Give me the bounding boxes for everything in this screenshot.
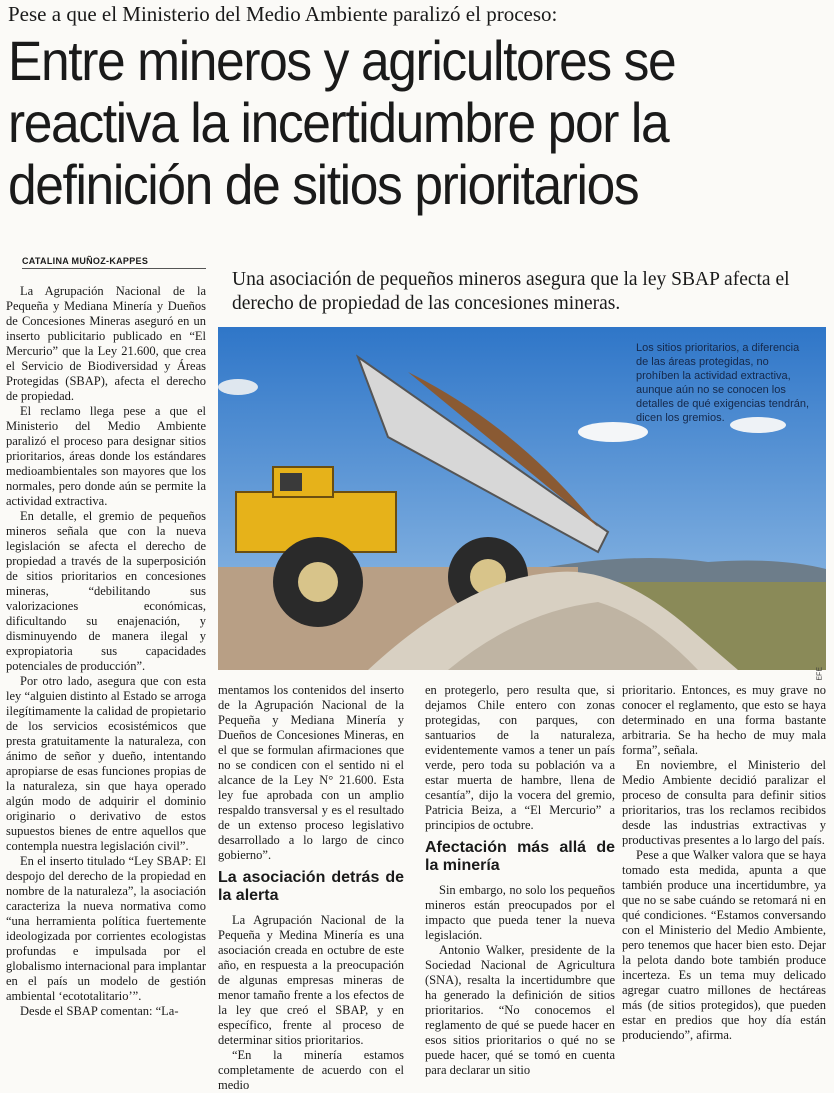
paragraph: Desde el SBAP comentan: “La-: [20, 1004, 179, 1018]
paragraph: “En la minería estamos completamente de acuerdo con el medio: [218, 1048, 404, 1092]
paragraph: La Agrupación Nacional de la Pequeña y Medina Minería es una asociación creada en octubre de este año, en respuesta a la preocupación de algunas empresas mineras de menor tamaño frente a los efectos de la ley que creó el SBAP, y en específico, frente al proceso de determinar sitios prioritarios.: [218, 913, 404, 1047]
paragraph: En el inserto titulado “Ley SBAP: El despojo del derecho de la propiedad en nombre de la naturaleza”, la asociación caracteriza la nueva normativa como “una herramienta política fuertemente ideologizada por corrientes ecologistas profundas e impulsada por el globalismo internacional para implantar en el país un modelo de gestión ambiental ‘ecototalitario’”.: [6, 854, 206, 1003]
deck: Una asociación de pequeños mineros asegura que la ley SBAP afecta el derecho de propiedad de las concesiones mineras.: [232, 269, 790, 314]
subhead: La asociación detrás de la alerta: [218, 869, 404, 904]
paragraph: Por otro lado, asegura que con esta ley “alguien distinto al Estado se arroga ilegítimamente la calidad de propietario de los servicios ecosistémicos que presta gratuitamente la naturaleza, con ánimo de señor y dueño, intentando apropiarse de esas funciones propias de la naturaleza, sin que haya operado algún modo de adquirir el dominio originario o derivativo de estos supuestos bienes de entre aquellos que contempla nuestra legislación civil”.: [6, 674, 206, 853]
byline: CATALINA MUÑOZ-KAPPES: [22, 256, 206, 269]
paragraph: La Agrupación Nacional de la Pequeña y Mediana Minería y Dueños de Concesiones Mineras aseguró en un inserto publicitario publicado en “El Mercurio” que la Ley 21.600, que crea el Servicio de Biodiversidad y Áreas Protegidas (SBAP), afecta el derecho de propiedad.: [6, 284, 206, 403]
photo-caption: Los sitios prioritarios, a diferencia de las áreas protegidas, no prohíben la actividad extractiva, aunque aún no se conocen los detalles de qué exigencias tendrán, dicen los gremios.: [636, 342, 810, 424]
paragraph: mentamos los contenidos del inserto de la Agrupación Nacional de la Pequeña y Mediana Minería y Dueños de Concesiones Mineras, en el que se formulan afirmaciones que no se condicen con el sentido ni el alcance de la Ley N° 21.600. Esta ley fue aprobada con un amplio respaldo transversal y es el resultado de un extenso proceso legislativo desarrollado a lo largo de cinco gobierno”.: [218, 683, 404, 862]
paragraph: Sin embargo, no solo los pequeños mineros están preocupados por el impacto que pueda tener la nueva legislación.: [425, 883, 615, 942]
paragraph: El reclamo llega pese a que el Ministerio del Medio Ambiente paralizó el proceso para designar sitios prioritarios, áreas donde los estándares medioambientales son mayores que los normales, pero donde aún se permite la actividad extractiva.: [6, 404, 206, 508]
paragraph: en protegerlo, pero resulta que, si dejamos Chile entero con zonas protegidas, con parques, con santuarios de la naturaleza, evidentemente vamos a tener un país verde, pero toda su población va a estar muerta de hambre, llena de cesantía”, dijo la vocera del gremio, Patricia Beiza, a “El Mercurio” a principios de octubre.: [425, 683, 615, 832]
headline: Entre mineros y agricultores se reactiva la incertidumbre por la definición de sitios prioritarios: [8, 29, 676, 216]
paragraph: prioritario. Entonces, es muy grave no conocer el reglamento, que esto se haya determinado en una forma bastante arbitraria. Se ha hecho de muy mala forma”, señala.: [622, 683, 826, 757]
column-2: [218, 683, 404, 1092]
subhead: Afectación más allá de la minería: [425, 839, 615, 874]
paragraph: Antonio Walker, presidente de la Sociedad Nacional de Agricultura (SNA), resalta la incertidumbre que ha generado la definición de sitios prioritarios. “No conocemos el reglamento de qué se puede hacer en esos sitios prioritarios o qué no se puede hacer, qué se tomó en cuenta para declarar un sitio: [425, 943, 615, 1077]
photo-credit: EFE: [817, 667, 824, 681]
kicker: Pese a que el Ministerio del Medio Ambiente paralizó el proceso:: [8, 2, 558, 26]
column-3: [425, 683, 615, 1088]
paragraph: En noviembre, el Ministerio del Medio Ambiente decidió paralizar el proceso de consulta para definir sitios prioritarios, tras los reclamos recibidos desde las industrias extractivas y productivas presentes a lo largo del país.: [622, 758, 826, 847]
column-4: [622, 683, 826, 1088]
column-1: [6, 284, 206, 1088]
paragraph: En detalle, el gremio de pequeños mineros señala que con la nueva legislación se afecta el derecho de propiedad a través de la superposición de sitios prioritarios en concesiones mineras, “debilitando sus valorizaciones económicas, dificultando su enajenación, y disminuyendo de manera ilegal y expropiatoria sus capacidades potenciales de producción”.: [6, 509, 206, 673]
mining-truck-photo: [218, 327, 826, 681]
paragraph: Pese a que Walker valora que se haya tomado esta medida, apunta a que también produce una incertidumbre, ya que no se sabe cuándo se retomará ni en qué condiciones. “Estamos conversando con el Ministerio del Medio Ambiente, pero tenemos que hacer bien esto. Dejar la pelota dando bote también produce incerteza. Es un tema muy delicado agregar cuatro millones de hectáreas más (de sitios protegidos), que pueden estar en predios que hoy día están produciendo”, afirma.: [622, 848, 826, 1042]
